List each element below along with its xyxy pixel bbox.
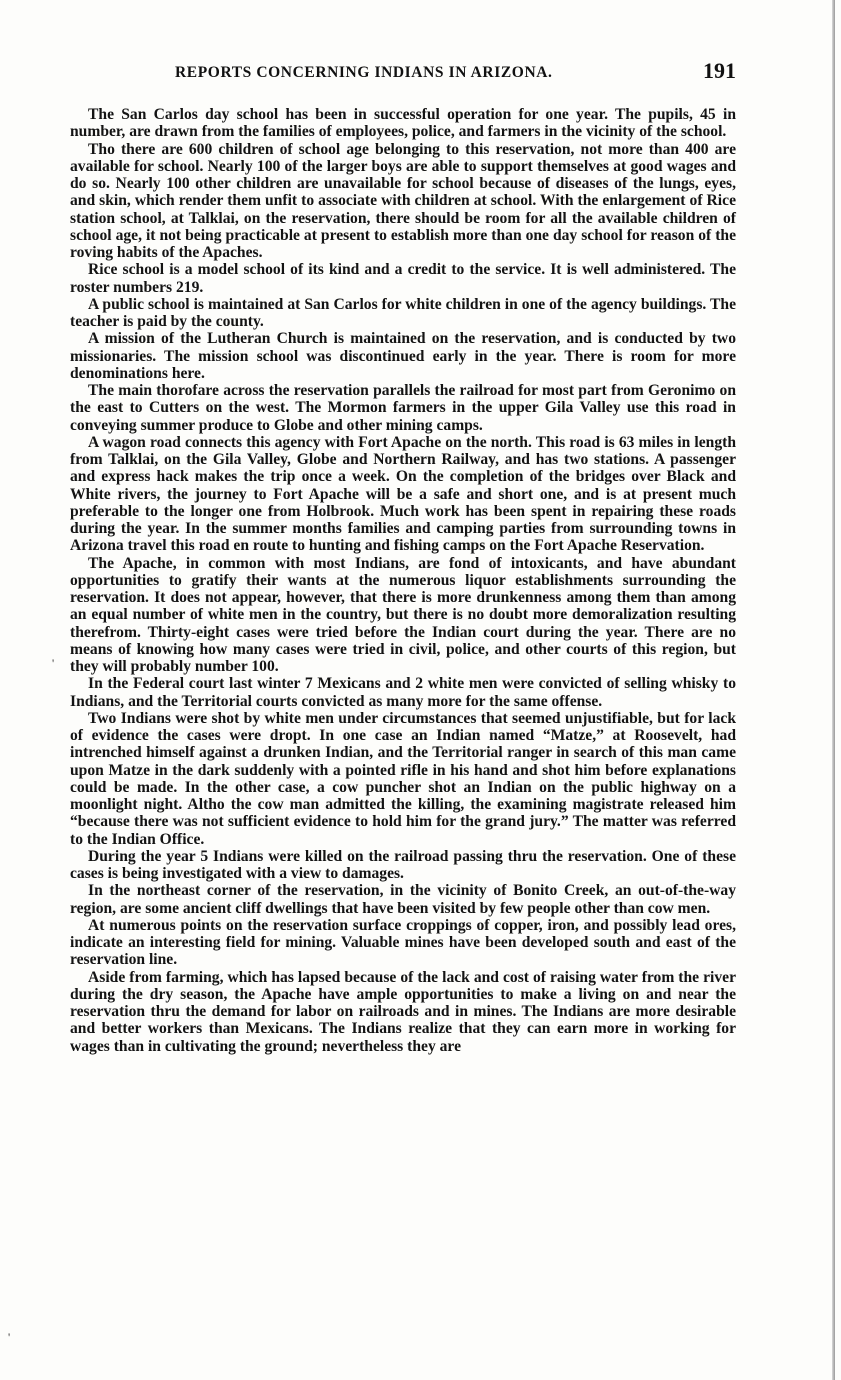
paragraph-lutheran-mission: A mission of the Lutheran Church is maintained on the reservation, and is conducted by two missionaries. The mission school was discontinued early in the year. There is room for more denominations here. (70, 330, 736, 382)
margin-speck: ' (52, 656, 55, 670)
paragraph-rice-school: Rice school is a model school of its kind and a credit to the service. It is well administered. The roster numbers 219. (70, 261, 736, 296)
paragraph-federal-court: In the Federal court last winter 7 Mexicans and 2 white men were convicted of selling whisky to Indians, and the Territorial courts convicted as many more for the same offense. (70, 675, 736, 710)
running-title: REPORTS CONCERNING INDIANS IN ARIZONA. (175, 64, 553, 81)
paragraph-shootings: Two Indians were shot by white men under circumstances that seemed unjustifiable, but for lack of evidence the cases were dropt. In one case an Indian named “Matze,” at Roosevelt, had intrenched himself against a drunken Indian, and the Territorial ranger in search of this man came upon Matze in the dark suddenly with a pointed rifle in his hand and shot him before explanations could be made. In the other case, a cow puncher shot an Indian on the public highway on a moonlight night. Altho the cow man admitted the killing, the examining magistrate released him “because there was not sufficient evidence to hold him for the grand jury.” The matter was referred to the Indian Office. (70, 709, 736, 848)
paragraph-school-age-children: Tho there are 600 children of school age belonging to this reservation, not more than 400 are available for school. Nearly 100 of the larger boys are able to support themselves at good wages and do so. Nearly 100 other children are unavailable for school because of diseases of the lungs, eyes, and skin, which render them unfit to associate with children at school. With the enlargement of Rice station school, at Talklai, on the reservation, there should be room for all the available children of school age, it not being practicable at present to establish more than one day school for reason of the roving habits of the Apaches. (70, 140, 736, 261)
paragraph-public-school: A public school is maintained at San Carlos for white children in one of the agency buildings. The teacher is paid by the county. (70, 295, 736, 330)
page-edge-shadow (832, 0, 835, 1380)
page-header (70, 58, 736, 88)
page-number: 191 (703, 58, 736, 83)
paragraph-intoxicants: The Apache, in common with most Indians, are fond of intoxicants, and have abundant opportunities to gratify their wants at the numerous liquor establishments surrounding the reservation. It does not appear, however, that there is more drunkenness among them than among an equal number of white men in the country, but there is no doubt more demoralization resulting therefrom. Thirty-eight cases were tried before the Indian court during the year. There are no means of knowing how many cases were tried in civil, police, and other courts of this region, but they will probably number 100. (70, 554, 736, 675)
paragraph-day-school: The San Carlos day school has been in successful operation for one year. The pupils, 45 in number, are drawn from the families of employees, police, and farmers in the vicinity of the school. (70, 106, 736, 141)
paragraph-wagon-road: A wagon road connects this agency with Fort Apache on the north. This road is 63 miles in length from Talklai, on the Gila Valley, Globe and Northern Railway, and has two stations. A passenger and express hack makes the trip once a week. On the completion of the bridges over Black and White rivers, the journey to Fort Apache will be a safe and short one, and is at present much preferable to the longer one from Holbrook. Much work has been spent in repairing these roads during the year. In the summer months families and camping parties from surrounding towns in Arizona travel this road en route to hunting and fishing camps on the Fort Apache Reservation. (70, 433, 736, 555)
body-text (70, 106, 736, 1055)
paragraph-cliff-dwellings: In the northeast corner of the reservation, in the vicinity of Bonito Creek, an out-of-the-way region, are some ancient cliff dwellings that have been visited by few people other than cow men. (70, 882, 736, 917)
paragraph-labor: Aside from farming, which has lapsed because of the lack and cost of raising water from the river during the dry season, the Apache have ample opportunities to make a living on and near the reservation thru the demand for labor on railroads and in mines. The Indians are more desirable and better workers than Mexicans. The Indians realize that they can earn more in working for wages than in cultivating the ground; nevertheless they are (70, 968, 736, 1055)
paragraph-mining: At numerous points on the reservation surface croppings of copper, iron, and possibly lead ores, indicate an interesting field for mining. Valuable mines have been developed south and east of the reservation line. (70, 916, 736, 969)
margin-speck: ' (8, 1330, 11, 1344)
paragraph-railroad-deaths: During the year 5 Indians were killed on the railroad passing thru the reservation. One of these cases is being investigated with a view to damages. (70, 847, 736, 882)
paragraph-main-thorofare: The main thorofare across the reservation parallels the railroad for most part from Geronimo on the east to Cutters on the west. The Mormon farmers in the upper Gila Valley use this road in conveying summer produce to Globe and other mining camps. (70, 382, 736, 434)
